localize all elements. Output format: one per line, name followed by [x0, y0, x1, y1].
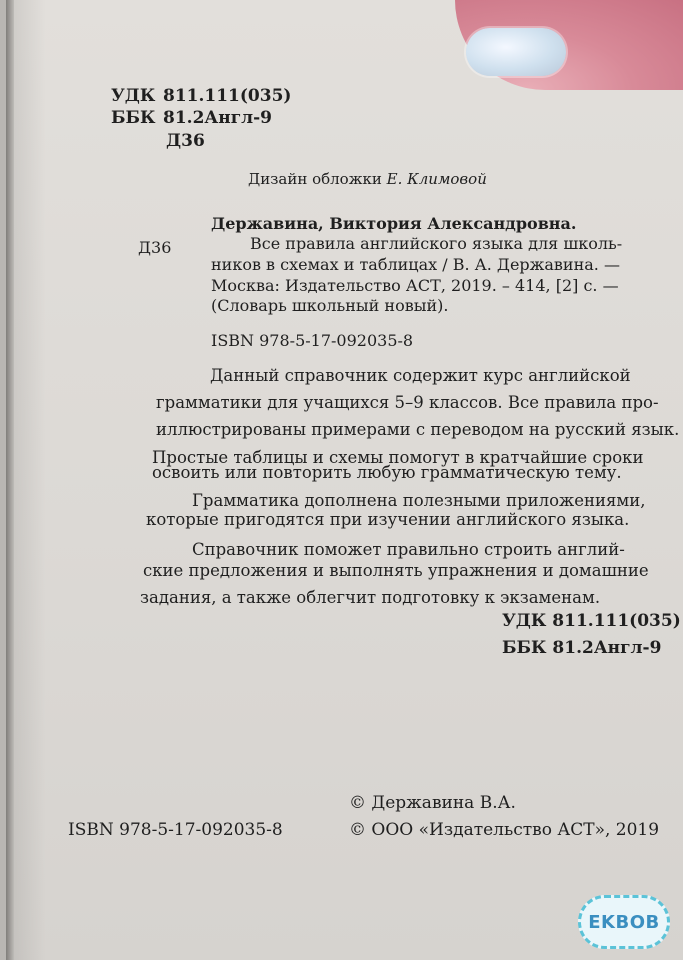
annotation-line: которые пригодятся при изучении английского языка. — [146, 510, 630, 529]
udk-label: УДК — [111, 86, 156, 106]
cover-credit-text: Дизайн обложки — [248, 170, 382, 188]
cover-designer-name: Е. Климовой — [386, 170, 487, 188]
bib-line: (Словарь школьный новый). — [211, 296, 449, 315]
annotation-line: Данный справочник содержит курс английской — [210, 366, 631, 385]
cover-credit — [248, 172, 487, 187]
footer-isbn: ISBN 978-5-17-092035-8 — [68, 820, 283, 840]
bib-line: ников в схемах и таблицах / В. А. Державина. — — [211, 255, 620, 274]
annotation-line: Грамматика дополнена полезными приложениями, — [192, 491, 646, 510]
bib-author: Державина, Виктория Александровна. — [211, 214, 577, 233]
bib-isbn: ISBN 978-5-17-092035-8 — [211, 331, 414, 350]
bbk-label: ББК — [111, 108, 156, 128]
udk-code-top — [111, 88, 291, 105]
book-page — [6, 0, 683, 960]
annotation-line: иллюстрированы примерами с переводом на русский язык. — [156, 420, 680, 439]
udk-code-bottom: УДК 811.111(035) — [502, 611, 681, 631]
annotation-line: освоить или повторить любую грамматическую тему. — [152, 463, 622, 482]
author-mark-top: Д36 — [166, 131, 205, 151]
bbk-value: 81.2Англ-9 — [163, 108, 272, 128]
annotation-line: грамматики для учащихся 5–9 классов. Все правила про- — [156, 393, 659, 412]
spine-shadow — [6, 0, 46, 960]
watermark-text: EKBOB — [588, 911, 660, 933]
bib-author-mark: Д36 — [138, 238, 172, 257]
udk-value: 811.111(035) — [163, 86, 292, 106]
bib-line: Москва: Издательство АСТ, 2019. – 414, [2] с. — — [211, 276, 619, 295]
copyright-publisher: © ООО «Издательство АСТ», 2019 — [349, 820, 660, 840]
bbk-code-bottom: ББК 81.2Англ-9 — [502, 638, 662, 658]
annotation-line: Простые таблицы и схемы помогут в кратчайшие сроки — [152, 448, 644, 467]
copyright-author: © Державина В.А. — [349, 793, 516, 813]
bbk-code-top — [111, 110, 272, 127]
watermark-logo — [578, 895, 670, 949]
bib-line: Все правила английского языка для школь- — [250, 234, 623, 253]
annotation-line: Справочник поможет правильно строить англий- — [192, 540, 625, 559]
annotation-line: задания, а также облегчит подготовку к экзаменам. — [140, 588, 601, 607]
fingernail-image — [466, 28, 566, 76]
annotation-line: ские предложения и выполнять упражнения и домашние — [143, 561, 649, 580]
